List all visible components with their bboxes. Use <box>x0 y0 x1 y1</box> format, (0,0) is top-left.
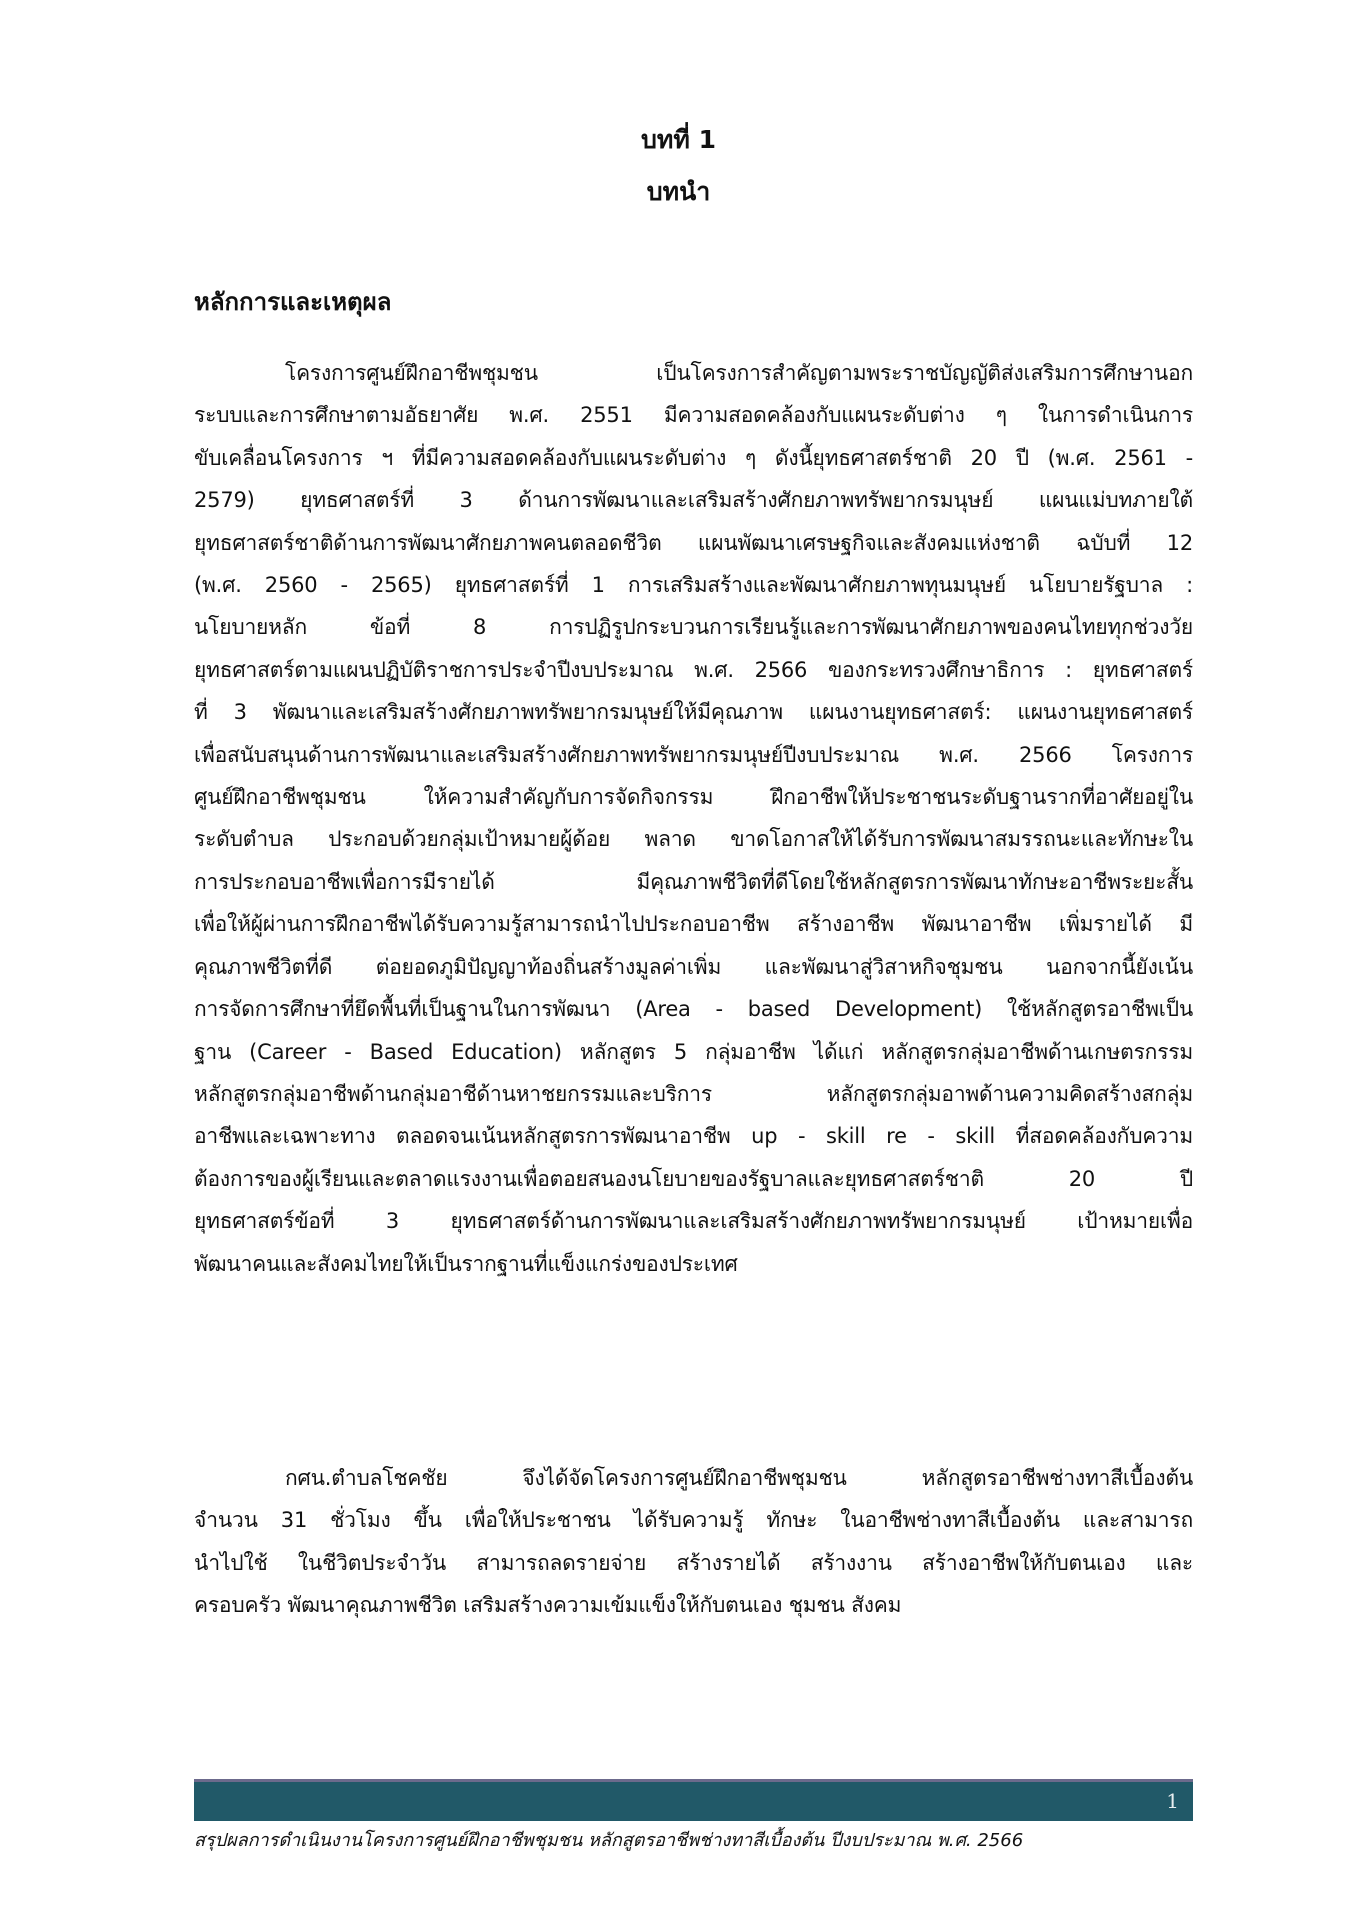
paragraph-line: จำนวน 31 ชั่วโมง ขึ้น เพื่อให้ประชาชน ได้รับความรู้ ทักษะ ในอาชีพช่างทาสีเบื้องต้น และสามารถ <box>194 1508 1193 1533</box>
paragraph-line: ขับเคลื่อนโครงการ ฯ ที่มีความสอดคล้องกับแผนระดับต่าง ๆ ดังนี้ยุทธศาสตร์ชาติ 20 ปี (พ.ศ. 2561 - <box>194 445 1193 470</box>
paragraph-line: เพื่อสนับสนุนด้านการพัฒนาและเสริมสร้างศักยภาพทรัพยากรมนุษย์ปีงบประมาณ พ.ศ. 2566 โครงการ <box>194 742 1193 767</box>
paragraph-line: 2579) ยุทธศาสตร์ที่ 3 ด้านการพัฒนาและเสริมสร้างศักยภาพทรัพยากรมนุษย์ แผนแม่บทภายใต้ <box>194 488 1193 513</box>
paragraph-line: พัฒนาคนและสังคมไทยให้เป็นรากฐานที่แข็งแกร่งของประเทศ <box>194 1251 738 1276</box>
paragraph-line: ยุทธศาสตร์ข้อที่ 3 ยุทธศาสตร์ด้านการพัฒนาและเสริมสร้างศักยภาพทรัพยากรมนุษย์ เป้าหมายเพื่อ <box>194 1209 1193 1234</box>
paragraph-line: การจัดการศึกษาที่ยึดพื้นที่เป็นฐานในการพัฒนา (Area - based Development) ใช้หลักสูตรอาชีพเป็น <box>194 997 1193 1022</box>
footer-caption: สรุปผลการดำเนินงานโครงการศูนย์ฝึกอาชีพชุมชน หลักสูตรอาชีพช่างทาสีเบื้องต้น ปีงบประมาณ พ.ศ. 2566 <box>194 1830 1024 1851</box>
paragraph-line: ศูนย์ฝึกอาชีพชุมชน ให้ความสำคัญกับการจัดกิจกรรม ฝึกอาชีพให้ประชาชนระดับฐานรากที่อาศัยอยู่ใน <box>194 785 1193 810</box>
paragraph-line: ยุทธศาสตร์ตามแผนปฏิบัติราชการประจำปีงบประมาณ พ.ศ. 2566 ของกระทรวงศึกษาธิการ : ยุทธศาสตร์ <box>194 657 1193 682</box>
paragraph-line: ระดับตำบล ประกอบด้วยกลุ่มเป้าหมายผู้ด้อย พลาด ขาดโอกาสให้ได้รับการพัฒนาสมรรถนะและทักษะใน <box>194 827 1193 852</box>
paragraph-rationale <box>194 352 1193 1285</box>
paragraph-line: ระบบและการศึกษาตามอัธยาศัย พ.ศ. 2551 มีความสอดคล้องกับแผนระดับต่าง ๆ ในการดำเนินการ <box>194 403 1193 428</box>
page-number: 1 <box>1166 1789 1179 1813</box>
section-heading: หลักการและเหตุผล <box>194 288 392 316</box>
paragraph-line: กศน.ตำบลโชคชัย จึงได้จัดโครงการศูนย์ฝึกอาชีพชุมชน หลักสูตรอาชีพช่างทาสีเบื้องต้น <box>285 1466 1193 1490</box>
paragraph-line: ต้องการของผู้เรียนและตลาดแรงงานเพื่อตอยสนองนโยบายของรัฐบาลและยุทธศาสตร์ชาติ 20 ปี <box>194 1166 1193 1191</box>
paragraph-line: นโยบายหลัก ข้อที่ 8 การปฏิรูปกระบวนการเรียนรู้และการพัฒนาศักยภาพของคนไทยทุกช่วงวัย <box>194 615 1193 640</box>
paragraph-line: ครอบครัว พัฒนาคุณภาพชีวิต เสริมสร้างความเข้มแข็งให้กับตนเอง ชุมชน สังคม <box>194 1593 902 1618</box>
paragraph-line: โครงการศูนย์ฝึกอาชีพชุมชน เป็นโครงการสำคัญตามพระราชบัญญัติส่งเสริมการศึกษานอก <box>285 361 1193 385</box>
paragraph-line: หลักสูตรกลุ่มอาชีพด้านกลุ่มอาชีด้านหาชยกรรมและบริการ หลักสูตรกลุ่มอาพด้านความคิดสร้างสกลุ่ม <box>194 1081 1193 1106</box>
paragraph-line: ที่ 3 พัฒนาและเสริมสร้างศักยภาพทรัพยากรมนุษย์ให้มีคุณภาพ แผนงานยุทธศาสตร์: แผนงานยุทธศาสตร์ <box>194 700 1193 725</box>
footer-bar <box>194 1779 1193 1821</box>
paragraph-line: นำไปใช้ ในชีวิตประจำวัน สามารถลดรายจ่าย สร้างรายได้ สร้างงาน สร้างอาชีพให้กับตนเอง และ <box>194 1550 1193 1575</box>
paragraph-line: เพื่อให้ผู้ผ่านการฝึกอาชีพได้รับความรู้สามารถนำไปประกอบอาชีพ สร้างอาชีพ พัฒนาอาชีพ เพิ่มรายได้ มี <box>194 912 1193 937</box>
paragraph-line: การประกอบอาชีพเพื่อการมีรายได้ มีคุณภาพชีวิตที่ดีโดยใช้หลักสูตรการพัฒนาทักษะอาชีพระยะสั้น <box>194 869 1193 894</box>
paragraph-line: อาชีพและเฉพาะทาง ตลอดจนเน้นหลักสูตรการพัฒนาอาชีพ up - skill re - skill ที่สอดคล้องกับความ <box>194 1124 1193 1149</box>
chapter-number: บทที่ 1 <box>641 125 716 154</box>
paragraph-line: (พ.ศ. 2560 - 2565) ยุทธศาสตร์ที่ 1 การเสริมสร้างและพัฒนาศักยภาพทุนมนุษย์ นโยบายรัฐบาล : <box>194 573 1193 598</box>
paragraph-line: คุณภาพชีวิตที่ดี ต่อยอดภูมิปัญญาท้องถิ่นสร้างมูลค่าเพิ่ม และพัฒนาสู่วิสาหกิจชุมชน นอกจากนี้ยังเน้น <box>194 954 1193 979</box>
paragraph-line: ยุทธศาสตร์ชาติด้านการพัฒนาศักยภาพคนตลอดชีวิต แผนพัฒนาเศรษฐกิจและสังคมแห่งชาติ ฉบับที่ 12 <box>194 530 1193 555</box>
chapter-title: บทนำ <box>646 177 711 206</box>
paragraph-project <box>194 1457 1193 1627</box>
paragraph-line: ฐาน (Career - Based Education) หลักสูตร 5 กลุ่มอาชีพ ได้แก่ หลักสูตรกลุ่มอาชีพด้านเกษตรกรรม <box>194 1039 1193 1064</box>
